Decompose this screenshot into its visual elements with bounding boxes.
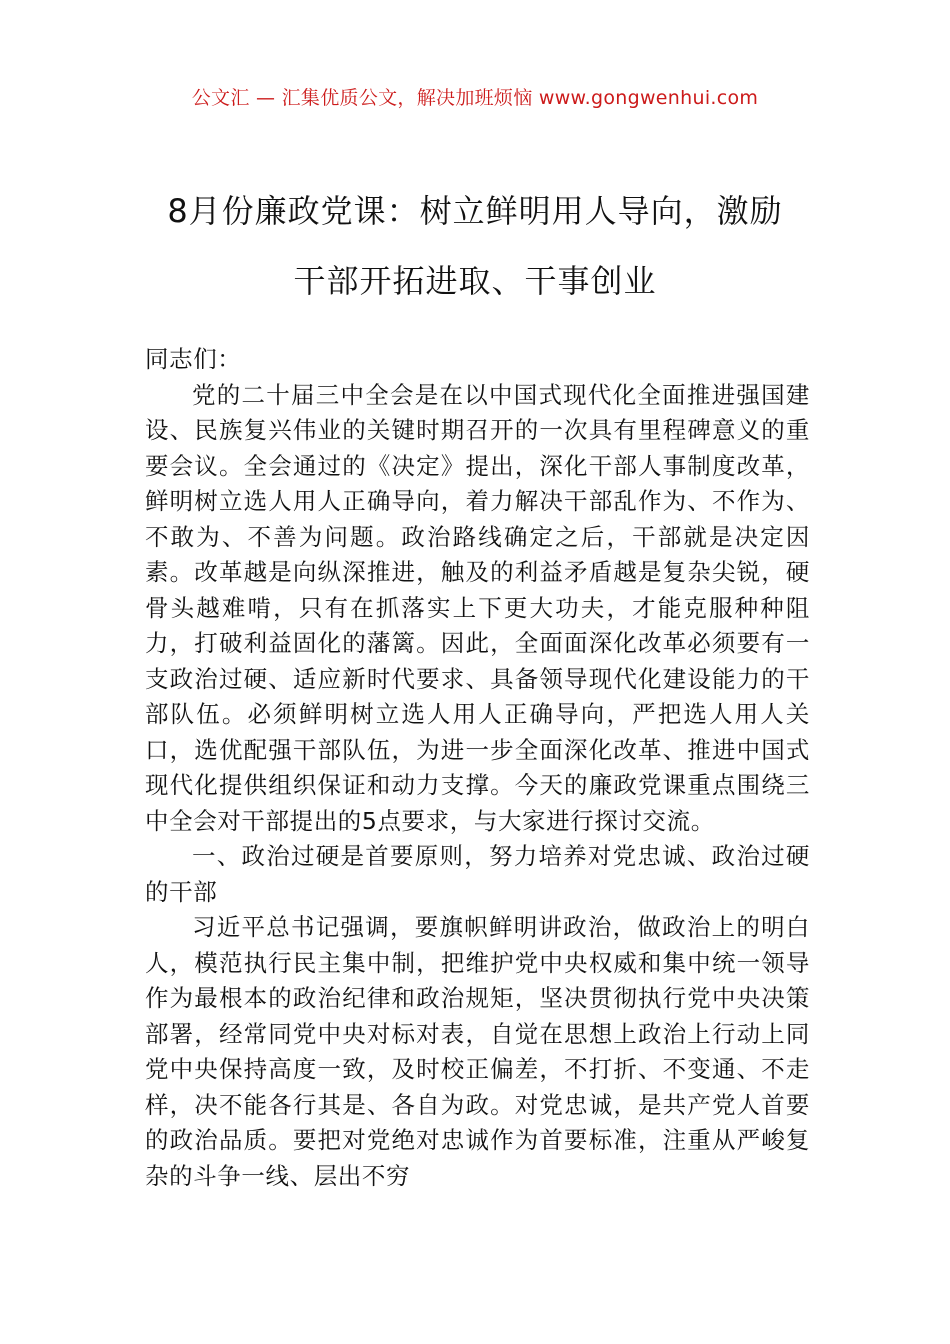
paragraph-section-1: 习近平总书记强调，要旗帜鲜明讲政治，做政治上的明白人，模范执行民主集中制，把维护党中央权威和集中统一领导作为最根本的政治纪律和政治规矩，坚决贯彻执行党中央决策部署，经常同党中央对标对表，自觉在思想上政治上行动上同党中央保持高度一致，及时校正偏差，不打折、不变通、不走样，决不能各行其是、各自为政。对党忠诚，是共产党人首要的政治品质。要把对党绝对忠诚作为首要标准，注重从严峻复杂的斗争一线、层出不穷 (145, 913, 810, 1190)
document-title (130, 176, 820, 316)
site-banner: 公文汇 — 汇集优质公文，解决加班烦恼 www.gongwenhui.com (191, 87, 759, 109)
document-body (145, 342, 810, 1194)
salutation: 同志们： (145, 345, 242, 373)
title-line-2: 干部开拓进取、干事创业 (293, 262, 657, 300)
title-line-1: 8月份廉政党课：树立鲜明用人导向，激励 (167, 192, 783, 230)
paragraph-intro: 党的二十届三中全会是在以中国式现代化全面推进强国建设、民族复兴伟业的关键时期召开的一次具有里程碑意义的重要会议。全会通过的《决定》提出，深化干部人事制度改革，鲜明树立选人用人正确导向，着力解决干部乱作为、不作为、不敢为、不善为问题。政治路线确定之后，干部就是决定因素。改革越是向纵深推进，触及的利益矛盾越是复杂尖锐，硬骨头越难啃，只有在抓落实上下更大功夫，才能克服种种阻力，打破利益固化的藩篱。因此，全面面深化改革必须要有一支政治过硬、适应新时代要求、具备领导现代化建设能力的干部队伍。必须鲜明树立选人用人正确导向，严把选人用人关口，选优配强干部队伍，为进一步全面深化改革、推进中国式现代化提供组织保证和动力支撑。今天的廉政党课重点围绕三中全会对干部提出的5点要求，与大家进行探讨交流。 (145, 380, 810, 835)
section-heading-1: 一、政治过硬是首要原则，努力培养对党忠诚、政治过硬的干部 (145, 842, 810, 906)
